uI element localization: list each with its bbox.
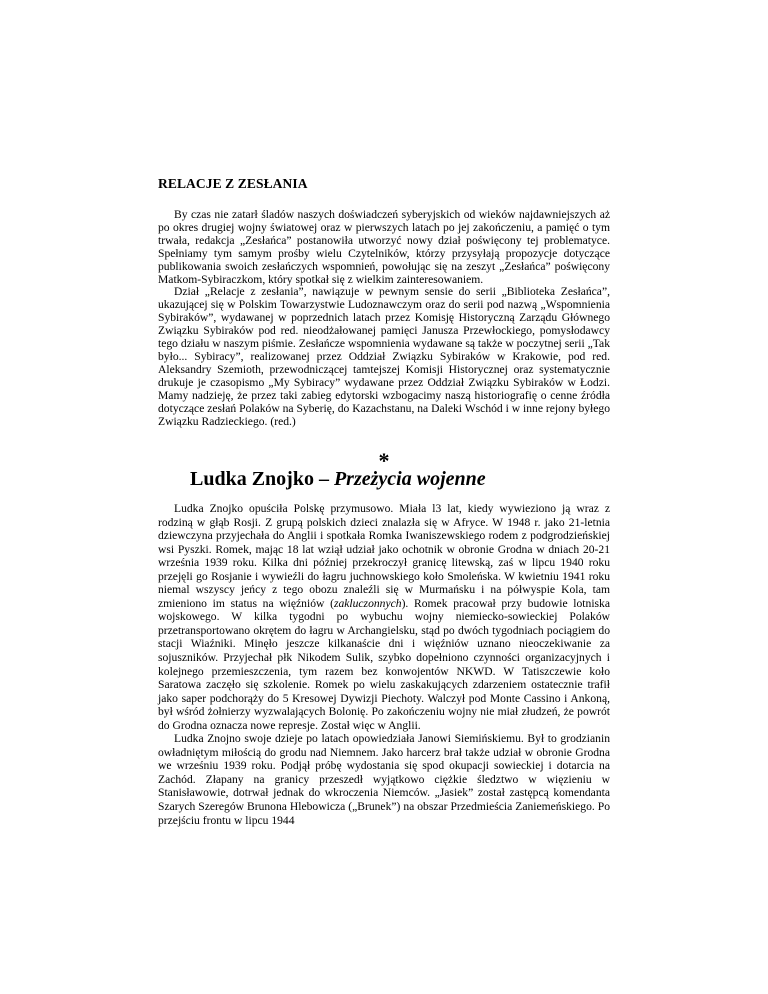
article-title [190,468,486,491]
article-paragraph-2: Ludka Znojno swoje dzieje po latach opowiedziała Janowi Siemińskiemu. Był to grodzianin owładniętym miłością do grodu nad Niemnem. Jako harcerz brał także udział w obronie Grodna we wrześniu 1939 roku. Podjął próbę wydostania się spod okupacji sowieckiej i dotarcia na Zachód. Złapany na granicy przeszedł wyjątkowo ciężkie śledztwo w więzieniu w Stanisławowie, dotrwał jednak do wkroczenia Niemców. „Jasiek” został zastępcą komendanta Szarych Szeregów Brunona Hlebowicza („Brunek”) na obszar Przedmieścia Zaniemeńskiego. Po przejściu frontu w lipcu 1944 [158,732,610,827]
section-separator: * [378,448,390,473]
intro-paragraph-2: Dział „Relacje z zesłania”, nawiązuje w pewnym sensie do serii „Biblioteka Zesłańca”, ukazującej się w Polskim Towarzystwie Ludoznawczym oraz do serii pod nazwą „Wspomnienia Sybiraków”, wydawanej w poprzednich latach przez Komisję Historyczną Zarządu Głównego Związku Sybiraków pod red. nieodżałowanej pamięci Janusza Przewłockiego, pomysłodawcy tego działu w naszym piśmie. Zesłańcze wspomnienia wydawane są także w poczytnej serii „Tak było... Sybiracy”, realizowanej przez Oddział Związku Sybiraków w Krakowie, pod red. Aleksandry Szemioth, przewodniczącej tamtejszej Komisji Historycznej oraz systematycznie drukuje je czasopismo „My Sybiracy” wydawane przez Oddział Związku Sybiraków w Łodzi. Mamy nadzieję, że przez taki zabieg edytorski wzbogacimy naszą historiografię o cenne źródła dotyczące zesłań Polaków na Syberię, do Kazachstanu, na Daleki Wschód i w inne rejony byłego Związku Radzieckiego. (red.) [158,285,610,428]
intro-paragraph-1: By czas nie zatarł śladów naszych doświadczeń syberyjskich od wieków najdawniejszych aż po okres drugiej wojny światowej oraz w pierwszych latach po jej zakończeniu, a pamięć o tym trwała, redakcja „Zesłańca” postanowiła utworzyć nowy dział poświęcony tej problematyce. Spełniamy tym samym prośby wielu Czytelników, którzy przysyłają propozycje dotyczące publikowania swoich zesłańczych wspomnień, powołując się na zeszyt „Zesłańca” poświęcony Matkom-Sybiraczkom, który spotkał się z wielkim zainteresowaniem. [158,208,610,286]
article-paragraph-1 [158,502,610,732]
article-body [158,502,610,827]
article-paragraph-1-part-b: ). Romek pracował przy budowie lotniska wojskowego. W kilka tygodni po wybuchu wojny niemiecko-sowieckiej Polaków przetransportowano okrętem do łagru w Archangielsku, stąd po dwóch tygodniach pociągiem do stacji Wiaźniki. Minęło jeszcze kilkanaście dni i więźniów uznano nieoczekiwanie za sojuszników. Przyjechał płk Nikodem Sulik, szybko dopełniono czynności organizacyjnych i kolejnego przemieszczenia, tym razem bez konwojentów NKWD. W Tatiszczewie koło Saratowa zaczęło się szkolenie. Romek po wielu zaskakujących zdarzeniem ostatecznie trafił jako saper podchorąży do 5 Kresowej Dywizji Piechoty. Walczył pod Monte Cassino i Ankoną, był wśród żołnierzy wyzwalających Bolonię. Po zakończeniu wojny nie miał złudzeń, że powrót do Grodna oznacza nowe represje. Został więc w Anglii. [158,596,610,732]
section-title: RELACJE Z ZESŁANIA [158,176,308,191]
article-paragraph-1-italic: zakluczonnych [333,596,402,610]
article-title-italic: Przeżycia wojenne [333,468,486,490]
article-paragraph-1-part-a: Ludka Znojko opuściła Polskę przymusowo. Miała l3 lat, kiedy wywieziono ją wraz z rodziną w głąb Rosji. Z grupą polskich dzieci znalazła się w Afryce. W 1948 r. jako 21-letnia dziewczyna przyjechała do Anglii i spotkała Romka Iwaniszewskiego rodem z podgrodzieńskiej wsi Pyszki. Romek, mając 18 lat wziął udział jako ochotnik w obronie Grodna w dniach 20-21 września 1939 roku. Kilka dni później przekroczył granicę litewską, zaś w lipcu 1940 roku przejęli go Rosjanie i wywieźli do łagru juchnowskiego koło Smoleńska. W kwietniu 1941 roku niemal wszyscy jeńcy z tego obozu znaleźli się w Murmańsku i na półwyspie Kola, tam zmieniono im status na więźniów ( [158,502,610,610]
editorial-introduction [158,209,610,428]
article-author: Ludka Znojko – [190,468,334,490]
